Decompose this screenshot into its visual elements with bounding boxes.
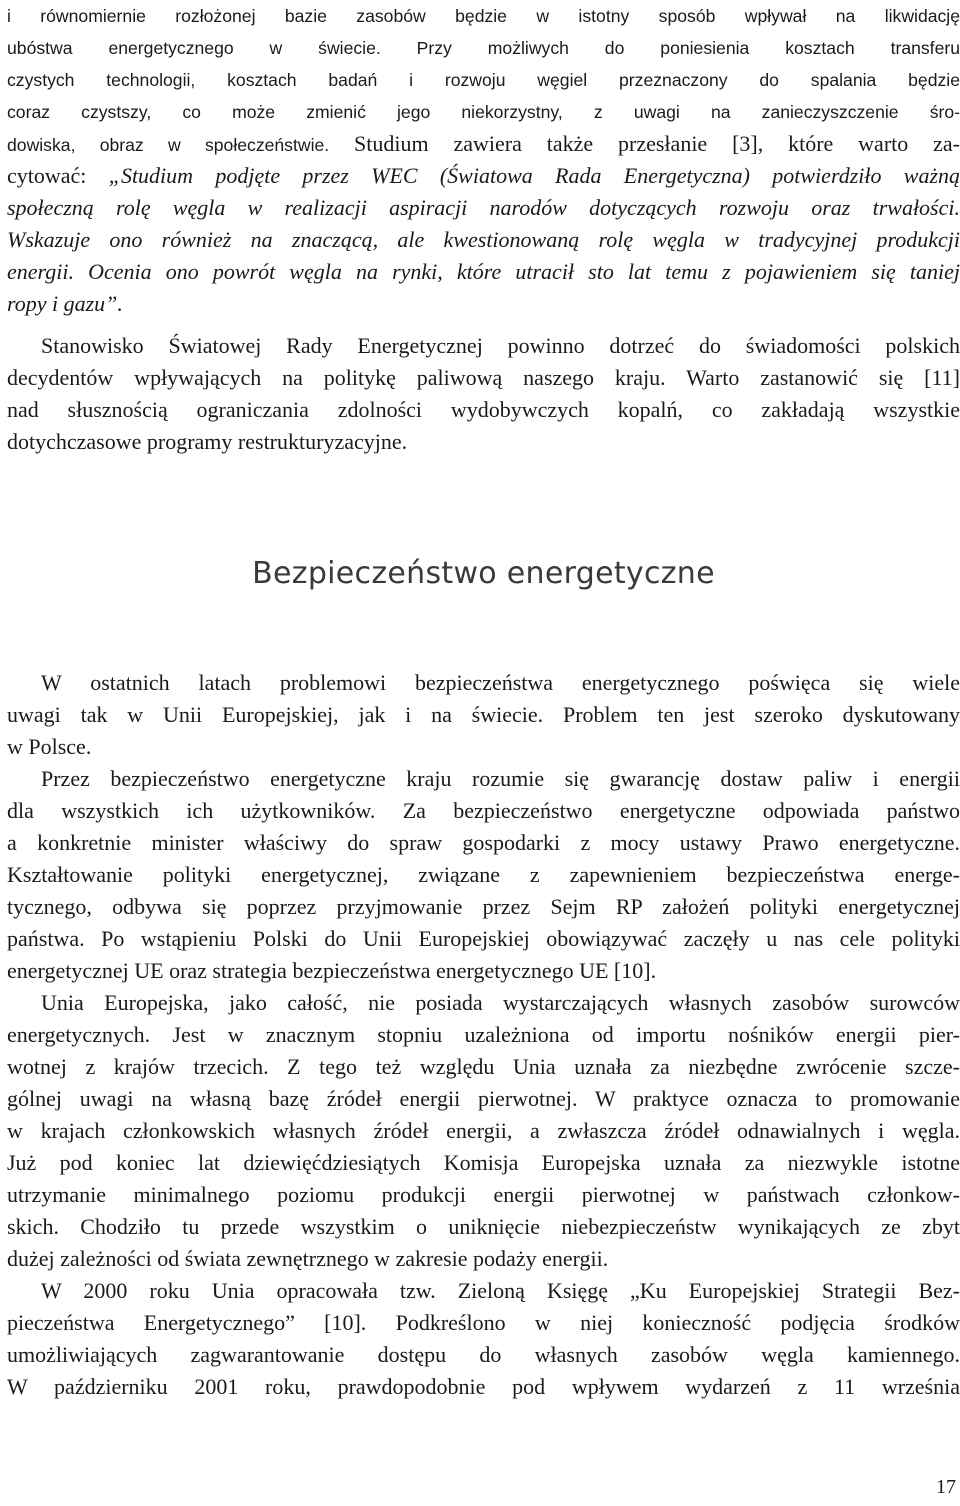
text-line: skich. Chodziło tu przede wszystkim o uniknięcie niebezpieczeństw wynikających ze zbyt (7, 1214, 960, 1239)
text-line (7, 160, 960, 192)
text-line: W 2000 roku Unia opracowała tzw. Zieloną Księgę „Ku Europejskiej Strategii Bez- (41, 1278, 960, 1303)
text-line: pieczeństwa Energetycznego” [10]. Podkreślono w niej konieczność podjęcia środków (7, 1310, 960, 1335)
quote-line: Wskazuje ono również na znaczącą, ale kwestionowaną rolę węgla w tradycyjnej produkcji (7, 227, 960, 252)
text-line: a konkretnie minister właściwy do spraw gospodarki z mocy ustawy Prawo energetyczne. (7, 830, 960, 855)
text-line: Przez bezpieczeństwo energetyczne kraju rozumie się gwarancję dostaw paliw i energii (41, 766, 960, 791)
text-fragment: Studium zawiera także przesłanie [3], które warto za- (329, 131, 960, 156)
text-fragment: dowiska, obraz w społeczeństwie. (7, 135, 330, 155)
text-line: tycznego, odbywa się poprzez przyjmowanie przez Sejm RP założeń polityki energetycznej (7, 894, 960, 919)
text-line: i równomiernie rozłożonej bazie zasobów będzie w istotny sposób wpływał na likwidację (7, 6, 960, 26)
quote-fragment: „Studium podjęte przez WEC (Światowa Rada Energetyczna) potwierdziło ważną (108, 163, 960, 188)
text-line: dużej zależności od świata zewnętrznego w zakresie podaży energii. (7, 1246, 609, 1271)
quote-line: energii. Ocenia ono powrót węgla na rynki, które utracił sto lat temu z pojawieniem się taniej (7, 259, 960, 284)
text-line: wotnej z krajów trzecich. Z tego też względu Unia uznała za niezbędne zwrócenie szcze- (7, 1054, 960, 1079)
text-line: ubóstwa energetycznego w świecie. Przy możliwych do poniesienia kosztach transferu (7, 38, 960, 58)
text-line: w krajach członkowskich własnych źródeł energii, a zwłaszcza źródeł odnawialnych i węgla. (7, 1118, 960, 1143)
section-heading: Bezpieczeństwo energetyczne (252, 556, 715, 591)
quote-line: ropy i gazu”. (7, 291, 123, 316)
text-line: dotychczasowe programy restrukturyzacyjne. (7, 429, 408, 454)
text-line: Unia Europejska, jako całość, nie posiada wystarczających własnych zasobów surowców (41, 990, 960, 1015)
text-line: w Polsce. (7, 734, 92, 759)
text-line: coraz czystszy, co może zmienić jego niekorzystny, z uwagi na zanieczyszczenie śro- (7, 102, 960, 122)
text-line: energetycznej UE oraz strategia bezpieczeństwa energetycznego UE [10]. (7, 958, 657, 983)
text-line: gólnej uwagi na własną bazę źródeł energii pierwotnej. W praktyce oznacza to promowanie (7, 1086, 960, 1111)
text-line: Już pod koniec lat dziewięćdziesiątych Komisja Europejska uznała za niezwykle istotne (7, 1150, 960, 1175)
text-line: nad słusznością ograniczania zdolności wydobywczych kopalń, co zakładają wszystkie (7, 397, 960, 422)
text-line: energetycznych. Jest w znacznym stopniu uzależniona od importu nośników energii pier- (7, 1022, 960, 1047)
text-line: państwa. Po wstąpieniu Polski do Unii Europejskiej obowiązywać zaczęły u nas cele polityki (7, 926, 960, 951)
text-line: uwagi tak w Unii Europejskiej, jak i na świecie. Problem ten jest szeroko dyskutowany (7, 702, 960, 727)
text-line: utrzymanie minimalnego poziomu produkcji energii pierwotnej w państwach członkow- (7, 1182, 960, 1207)
text-line: decydentów wpływających na politykę paliwową naszego kraju. Warto zastanowić się [11] (7, 365, 960, 390)
text-line: dla wszystkich ich użytkowników. Za bezpieczeństwo energetyczne odpowiada państwo (7, 798, 960, 823)
text-line: Kształtowanie polityki energetycznej, związane z zapewnieniem bezpieczeństwa energe- (7, 862, 960, 887)
text-line: umożliwiających zagwarantowanie dostępu do własnych zasobów węgla kamiennego. (7, 1342, 960, 1367)
page-number: 17 (936, 1476, 956, 1498)
quote-line: społeczną rolę węgla w realizacji aspiracji narodów dotyczących rozwoju oraz trwałości. (7, 195, 960, 220)
text-line: Stanowisko Światowej Rady Energetycznej powinno dotrzeć do świadomości polskich (41, 333, 960, 358)
paragraph-continued (7, 0, 960, 320)
text-line (7, 128, 960, 160)
paragraph-wec (7, 330, 960, 458)
section-body (7, 667, 960, 1403)
text-fragment: cytować: (7, 163, 109, 188)
text-line: W ostatnich latach problemowi bezpieczeństwa energetycznego poświęca się wiele (41, 670, 960, 695)
text-line: W październiku 2001 roku, prawdopodobnie pod wpływem wydarzeń z 11 września (7, 1374, 960, 1399)
text-line: czystych technologii, kosztach badań i rozwoju węgiel przeznaczony do spalania będzie (7, 70, 960, 90)
